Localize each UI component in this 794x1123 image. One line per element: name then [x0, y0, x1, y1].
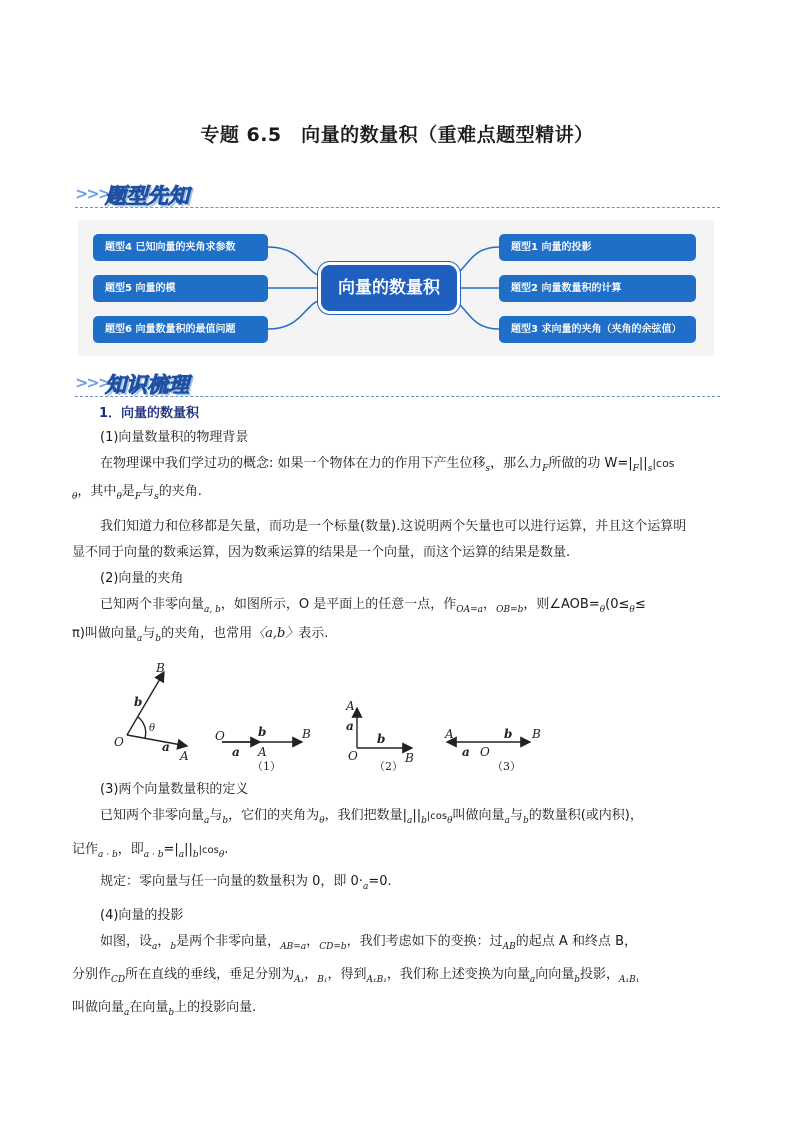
paragraph-line: 已知两个非零向量$_{a, b}$，如图所示，O 是平面上的任意一点，作$_{OA=a}$，$_{OB=b}$，则$\angle AOB=_\theta(0\le_\theta\le$: [100, 597, 646, 615]
fig-label: O: [215, 729, 225, 743]
fig-label: O: [348, 749, 358, 763]
mindmap-node-right-3: 题型3 求向量的夹角（夹角的余弦值）: [499, 316, 696, 343]
page-title: 专题 6.5 向量的数量积（重难点题型精讲）: [200, 124, 594, 146]
fig-label: A: [445, 727, 454, 741]
banner-arrows: >>>: [75, 373, 110, 392]
fig-label: O: [114, 735, 124, 749]
fig-label: b: [258, 725, 267, 739]
banner-rule: [75, 207, 720, 208]
banner-title: 知识梳理: [105, 373, 189, 397]
mindmap-node-left-1: 题型4 已知向量的夹角求参数: [93, 234, 268, 261]
banner-rule: [75, 396, 720, 397]
fig-label: θ: [149, 723, 156, 734]
fig-label: a: [462, 745, 470, 759]
section-banner-preview: [75, 180, 720, 210]
fig-caption: （3）: [492, 760, 521, 773]
paragraph-line: 规定：零向量与任一向量的数量积为 0，即 $0\cdot_a=0$.: [100, 874, 392, 892]
mindmap-node-left-2: 题型5 向量的模: [93, 275, 268, 302]
section-heading: 1．向量的数量积: [99, 406, 200, 421]
fig-caption: （2）: [374, 760, 403, 773]
banner-title: 题型先知: [105, 184, 189, 208]
fig-label: B: [532, 727, 541, 741]
fig-label: A: [180, 749, 189, 763]
paragraph-line: 显不同于向量的数乘运算，因为数乘运算的结果是一个向量，而这个运算的结果是数量.: [72, 545, 571, 560]
fig-label: B: [156, 661, 165, 675]
paragraph-line: 分别作$_{CD}$所在直线的垂线，垂足分别为$_{A_1}$，$_{B_1}$，得到$_{A_1B_1}$，我们称上述变换为向量$_a$向向量$_b$投影，$_{A_1B_1}$: [72, 967, 640, 985]
subheading: (1)向量数量积的物理背景: [100, 430, 249, 445]
subheading: (4)向量的投影: [100, 908, 184, 923]
mindmap-node-left-3: 题型6 向量数量积的最值问题: [93, 316, 268, 343]
fig-label: b: [377, 732, 386, 746]
subheading: (2)向量的夹角: [100, 571, 184, 586]
banner-arrows: >>>: [75, 184, 110, 203]
fig-label: a: [232, 745, 240, 759]
paragraph-line: 如图，设$_a$，$_b$是两个非零向量，$_{AB=a}$，$_{CD=b}$，我们考虑如下的变换：过$_{AB}$的起点 A 和终点 B，: [100, 934, 637, 952]
fig-label: B: [302, 727, 311, 741]
fig-label: a: [162, 740, 170, 754]
mindmap-node-right-1: 题型1 向量的投影: [499, 234, 696, 261]
paragraph-line: 已知两个非零向量$_a$与$_b$，它们的夹角为$_\theta$，我们把数量$|_a||_b|\cos_\theta$叫做向量$_a$与$_b$的数量积(或内积)，: [100, 808, 643, 826]
fig-label: A: [346, 699, 355, 713]
paragraph-line: 在物理课中我们学过功的概念: 如果一个物体在力的作用下产生位移$_s$，那么力$_F$所做的功 $W=|_F||_s|\cos$: [100, 456, 675, 474]
paragraph-line: 叫做向量$_a$在向量$_b$上的投影向量.: [72, 1000, 257, 1018]
mindmap: [78, 220, 714, 356]
vector-angle-figure: [112, 660, 552, 775]
fig-label: A: [258, 745, 267, 759]
paragraph-line: π)叫做向量$_a$与$_b$的夹角，也常用〈a,b〉表示.: [72, 626, 329, 644]
fig-label: a: [346, 719, 354, 733]
mindmap-node-right-2: 题型2 向量数量积的计算: [499, 275, 696, 302]
paragraph-line: $_\theta$，其中$_\theta$是$_F$与$_s$的夹角.: [72, 484, 202, 502]
fig-label: B: [405, 751, 414, 765]
fig-label: b: [504, 727, 513, 741]
fig-label: b: [134, 695, 143, 709]
paragraph-line: 我们知道力和位移都是矢量，而功是一个标量(数量).这说明两个矢量也可以进行运算，并且这个运算明: [100, 519, 687, 534]
paragraph-line: 记作$_{a \cdot b}$，即$_{a \cdot b}=|_a||_b|\cos_\theta$.: [72, 842, 229, 860]
subheading: (3)两个向量数量积的定义: [100, 782, 249, 797]
fig-label: O: [480, 745, 490, 759]
fig-caption: （1）: [252, 760, 281, 773]
mindmap-center: 向量的数量积: [318, 262, 460, 314]
section-banner-summary: [75, 369, 720, 399]
